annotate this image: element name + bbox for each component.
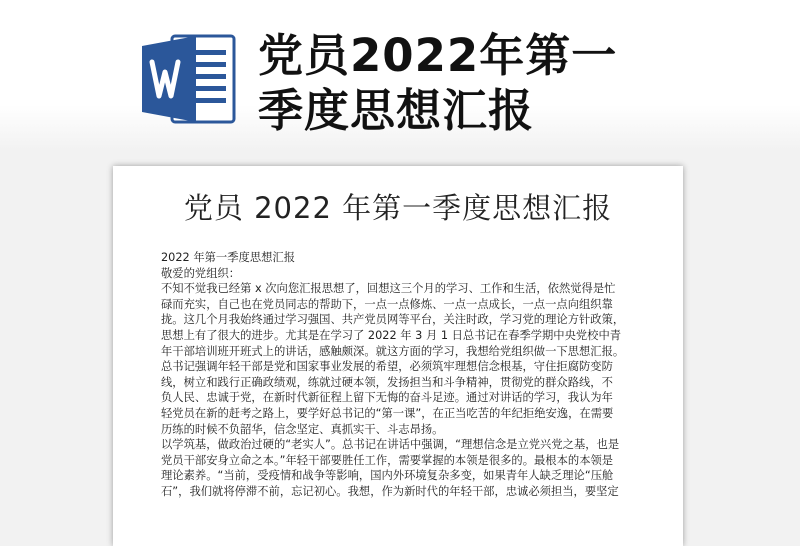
banner-title (258, 28, 617, 138)
body-line: 线，树立和践行正确政绩观，练就过硬本领，发扬担当和斗争精神，贯彻党的群众路线，不 (161, 375, 613, 389)
body-line: 思想上有了很大的进步。尤其是在学习了 2022 年 3 月 1 日总书记在春季学期中央党校中青 (161, 328, 622, 342)
body-line: 党员干部安身立命之本。”年轻干部要胜任工作，需要掌握的本领是很多的。最根本的本领是 (161, 453, 614, 467)
document-title: 党员 2022 年第一季度思想汇报 (183, 191, 613, 225)
body-line: 历练的时候不负韶华，信念坚定、真抓实干、斗志昂扬。 (161, 422, 444, 436)
banner-title-line: 季度思想汇报 (258, 84, 535, 137)
word-icon (142, 32, 238, 126)
body-line: 负人民、忠诚于党，在新时代新征程上留下无悔的奋斗足迹。通过对讲话的学习，我认为年 (161, 391, 613, 405)
body-line: 理论素养。“当前，受疫情和战争等影响，国内外环境复杂多变，如果青年人缺乏理论“压舱 (161, 469, 614, 483)
document-body (161, 250, 653, 500)
banner-title-line: 党员2022年第一 (258, 29, 618, 82)
body-line: 总书记强调年轻干部是党和国家事业发展的希望，必须筑牢理想信念根基，守住拒腐防变防 (161, 360, 613, 374)
header-banner (0, 0, 800, 150)
body-line: 石”，我们就将停滞不前，忘记初心。我想，作为新时代的年轻干部，忠诚必须担当，要坚定 (161, 484, 619, 498)
body-line: 2022 年第一季度思想汇报 (161, 251, 296, 264)
body-line: 轻党员在新的赶考之路上，要学好总书记的“第一课”，在正当吃苦的年纪拒绝安逸，在需要 (161, 406, 614, 420)
document-page (113, 166, 683, 546)
body-line: 碌而充实，自己也在党员同志的帮助下，一点一点修炼、一点一点成长，一点一点向组织靠 (161, 297, 613, 311)
body-line: 拢。这几个月我始终通过学习强国、共产党员网等平台，关注时政，学习党的理论方针政策， (161, 313, 625, 327)
body-line: 以学筑基，做政治过硬的“老实人”。总书记在讲话中强调，“理想信念是立党兴党之基，也是 (161, 438, 620, 452)
body-line: 敬爱的党组织： (161, 266, 241, 280)
body-line: 不知不觉我已经第 x 次向您汇报思想了，回想这三个月的学习、工作和生活，依然觉得是忙 (161, 282, 616, 296)
body-line: 年干部培训班开班式上的讲话，感触颇深。就这方面的学习，我想给党组织做一下思想汇报。 (161, 344, 625, 358)
